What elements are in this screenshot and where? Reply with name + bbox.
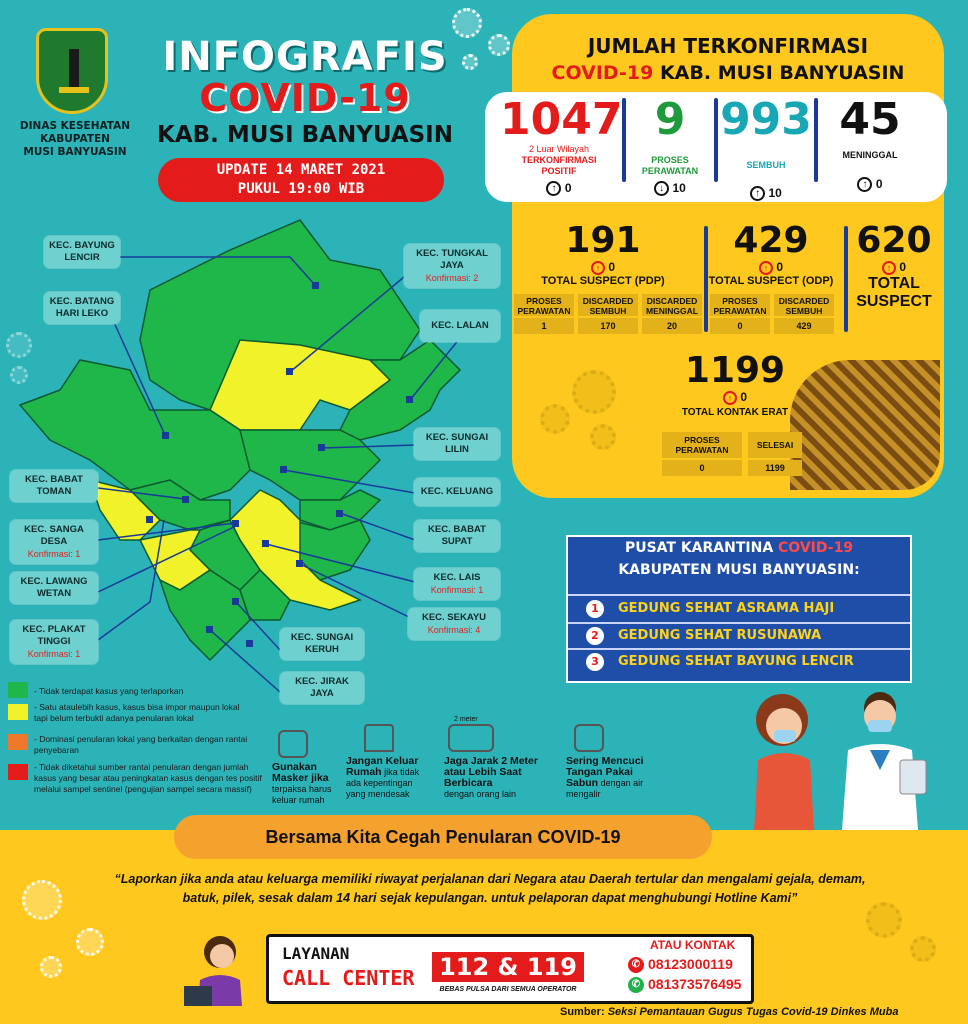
number-badge-icon: 1 (586, 600, 604, 618)
suspect-pdp (514, 222, 692, 287)
map-region-sungai-lilin (240, 430, 380, 500)
stat-change (500, 181, 618, 196)
stat-sembuh (720, 96, 812, 201)
kontak-cell-value: 0 (662, 460, 742, 476)
slogan-banner: Bersama Kita Cegah Penularan COVID-19 (174, 815, 712, 859)
virus-decoration-icon (572, 370, 616, 414)
stat-change-value: 10 (768, 186, 782, 200)
map-label-lawang-wetan (10, 572, 98, 604)
stat-label: TERKONFIRMASI (521, 155, 597, 165)
map-label-konfirmasi: Konfirmasi: 1 (430, 585, 484, 595)
kontak-cell-header (748, 432, 802, 458)
whatsapp-number: 081373576495 (648, 976, 742, 992)
source-text: Seksi Pemantauan Gugus Tugas Covid-19 Dinkes Muba (607, 1006, 899, 1018)
map-label-sekayu (408, 608, 500, 640)
title-infografis: INFOGRAFIS (162, 34, 448, 80)
map-label-text: KEC. TUNGKAL JAYA (416, 248, 488, 271)
update-date: UPDATE 14 MARET 2021 (216, 162, 386, 178)
stat-change (720, 186, 812, 201)
suspect-odp-label: TOTAL SUSPECT (ODP) (708, 274, 834, 287)
map-label-batang-hari-leko (44, 292, 120, 324)
arrow-up-icon: ↑ (750, 186, 765, 201)
hotline-free-note: BEBAS PULSA DARI SEMUA OPERATOR (439, 986, 577, 993)
tip-text: terpaksa harus keluar rumah (272, 784, 332, 805)
arrow-up-icon: ↑ (759, 261, 773, 275)
map-label-text: KEC. JIRAK JAYA (295, 676, 349, 699)
suspect-pdp-value: 191 (565, 220, 641, 261)
cell-head: SELESAI (756, 440, 794, 450)
house-icon (364, 724, 394, 752)
map-label-text: KEC. SUNGAI KERUH (290, 632, 354, 655)
quarantine-item-text: GEDUNG SEHAT RUSUNAWA (618, 628, 822, 643)
map-label-babat-toman (10, 470, 98, 502)
cell-head: PROSES (684, 435, 720, 445)
divider (568, 648, 910, 650)
arrow-up-icon: ↑ (882, 261, 896, 275)
quarantine-title-red: COVID-19 (778, 540, 854, 556)
suspect-total-label: SUSPECT (856, 292, 932, 310)
org-line: DINAS KESEHATAN (19, 120, 131, 132)
odp-cell-header (774, 294, 834, 316)
cell-head: PROSES (722, 296, 758, 306)
odp-cell-value: 0 (710, 318, 770, 334)
cell-head: DISCARDED (646, 296, 698, 306)
stat-perawatan (628, 96, 712, 196)
map-label-sanga-desa (10, 520, 98, 564)
virus-decoration-icon (76, 928, 104, 956)
arrow-up-icon: ↑ (857, 177, 872, 192)
arrow-up-icon: ↑ (723, 391, 737, 405)
number-badge-icon: 3 (586, 653, 604, 671)
source-credit (560, 1006, 898, 1018)
quarantine-item (586, 653, 854, 671)
legend-swatch-red (8, 764, 28, 780)
cell-head: PERAWATAN (517, 306, 571, 316)
odp-cell-header (710, 294, 770, 316)
stat-label: PROSES (651, 155, 689, 165)
phone-icon: ✆ (628, 957, 644, 973)
map-label-tungkal-jaya (404, 244, 500, 288)
map-label-text: KEC. BAYUNG LENCIR (49, 240, 115, 263)
tip-title: Sering Mencuci Tangan Pakai Sabun (566, 755, 644, 789)
health-workers-illustration (740, 690, 940, 830)
suspect-odp-value: 429 (733, 220, 809, 261)
stat-change (628, 181, 712, 196)
odp-cell-value: 429 (774, 318, 834, 334)
tip-mask (272, 762, 356, 806)
map-label-konfirmasi: Konfirmasi: 2 (425, 273, 479, 283)
distance-label: 2 meter (454, 716, 478, 723)
tip-handwash (566, 756, 658, 800)
divider (714, 98, 718, 182)
stat-note: 2 Luar Wilayah (528, 144, 590, 154)
arrow-up-icon: ↑ (591, 261, 605, 275)
stat-label: PERAWATAN (641, 166, 699, 176)
map-label-konfirmasi: Konfirmasi: 4 (427, 625, 481, 635)
kabupaten-logo (36, 28, 108, 114)
map-label-lais (414, 568, 500, 600)
update-time: PUKUL 19:00 WIB (237, 181, 365, 197)
title-covid: COVID-19 (199, 76, 411, 120)
stat-change-value: 0 (875, 177, 883, 191)
whatsapp-icon: ✆ (628, 977, 644, 993)
org-line: KABUPATEN (40, 133, 110, 145)
hotline-number[interactable]: 112 & 119 (432, 952, 584, 982)
map-label-text: KEC. SEKAYU (421, 612, 487, 623)
map-label-konfirmasi: Konfirmasi: 1 (27, 549, 81, 559)
map-label-keluang (414, 478, 500, 506)
map-label-plakat-tinggi (10, 620, 98, 664)
tip-text: dengan air mengalir (566, 778, 644, 799)
stat-label: SEMBUH (746, 160, 786, 170)
virus-decoration-icon (910, 936, 936, 962)
quarantine-item-text: GEDUNG SEHAT BAYUNG LENCIR (618, 654, 854, 669)
tip-title: Jaga Jarak 2 Meter atau Lebih Saat Berbicara (444, 755, 538, 789)
virus-decoration-icon (590, 424, 616, 450)
kontak-cell-header (662, 432, 742, 458)
suspect-total-change: 0 (899, 260, 907, 274)
pdp-cell-header (578, 294, 638, 316)
legend-swatch-yellow (8, 704, 28, 720)
batik-decoration (790, 360, 940, 490)
arrow-down-icon: ↓ (654, 181, 669, 196)
map-label-text: KEC. BATANG HARI LEKO (49, 296, 115, 319)
suspect-total-label: TOTAL (868, 274, 920, 292)
pdp-cell-header (514, 294, 574, 316)
phone-number: 08123000119 (648, 956, 733, 972)
virus-decoration-icon (22, 880, 62, 920)
tip-title: Gunakan Masker jika (272, 761, 329, 784)
panel-subheading-red: COVID-19 (551, 62, 654, 84)
legend-text: - Tidak diketahui sumber rantai penularan dengan jumlah kasus yang besar atau peningkatan kasus dengan tes positif melalui sampel sentinel (pengujian sampel secara massif) (34, 762, 262, 794)
quarantine-title-text: PUSAT KARANTINA (624, 540, 779, 556)
kontak-change: 0 (740, 390, 748, 404)
quarantine-item (586, 600, 834, 618)
cell-head: PROSES (526, 296, 562, 306)
pdp-cell-value: 1 (514, 318, 574, 334)
map-label-jirak-jaya (280, 672, 364, 704)
map-label-text: KEC. KELUANG (420, 486, 494, 497)
divider (568, 622, 910, 624)
cell-head: PERAWATAN (675, 445, 729, 455)
tip-title: Jangan Keluar Rumah (346, 755, 419, 778)
cell-head: MENINGGAL (646, 306, 698, 316)
suspect-pdp-change: 0 (608, 260, 616, 274)
kontak-erat (660, 352, 810, 418)
tip-stay-home (346, 756, 432, 800)
map-label-text: KEC. LALAN (431, 320, 489, 331)
stat-change (822, 177, 918, 192)
alt-contact-label: ATAU KONTAK (650, 938, 736, 952)
source-label: Sumber: (560, 1006, 605, 1018)
divider (568, 594, 910, 596)
report-quote: “Laporkan jika anda atau keluarga memiliki riwayat perjalanan dari Negara atau Daerah tertular dan mengalami gejala, demam, batuk, pilek, sesak dalam 14 hari sejak kepulangan. untuk pelaporan dapat menghubungi Hotline Kami” (114, 872, 866, 905)
virus-decoration-icon (462, 54, 478, 70)
mask-icon (278, 730, 308, 758)
update-badge (158, 158, 444, 202)
panel-subheading (512, 62, 944, 84)
legend-text: - Dominasi penularan lokal yang berkaitan dengan rantai penyebaran (34, 734, 248, 755)
number-badge-icon: 2 (586, 627, 604, 645)
suspect-total (848, 222, 940, 311)
stat-change-value: 0 (564, 181, 572, 195)
distancing-icon (448, 724, 494, 752)
kontak-cell-value: 1199 (748, 460, 802, 476)
suspect-pdp-label: TOTAL SUSPECT (PDP) (541, 274, 665, 287)
pdp-cell-value: 170 (578, 318, 638, 334)
stat-value: 45 (839, 94, 901, 145)
legend-text: - Tidak terdapat kasus yang terlaporkan (34, 686, 184, 696)
cell-head: DISCARDED (582, 296, 634, 306)
stat-change-value: 10 (672, 181, 686, 195)
call-center-operator-illustration (180, 930, 260, 1010)
map-label-text: KEC. SUNGAI LILIN (425, 432, 489, 455)
stat-label: POSITIF (541, 166, 577, 176)
map-label-lalan (420, 310, 500, 342)
tip-distance (444, 756, 552, 800)
map-label-sungai-keruh (280, 628, 364, 660)
map-label-babat-supat (414, 520, 500, 552)
pdp-cell-header (642, 294, 702, 316)
virus-decoration-icon (40, 956, 62, 978)
cell-head: SEMBUH (589, 306, 627, 316)
quarantine-item (586, 627, 821, 645)
map-label-konfirmasi: Konfirmasi: 1 (27, 649, 81, 659)
quarantine-subtitle: KABUPATEN MUSI BANYUASIN: (618, 562, 860, 578)
phone-contact[interactable] (628, 956, 733, 973)
suspect-odp-change: 0 (776, 260, 784, 274)
stat-label: MENINGGAL (842, 150, 898, 160)
call-center-label: LAYANAN (282, 944, 350, 963)
panel-subheading-rest: KAB. MUSI BANYUASIN (653, 62, 905, 84)
tip-text: dengan orang lain (444, 789, 517, 799)
cell-head: SEMBUH (785, 306, 823, 316)
cell-head: PERAWATAN (713, 306, 767, 316)
suspect-total-value: 620 (856, 220, 932, 261)
legend-text: - Satu ataulebih kasus, kasus bisa impor maupun lokal tapi belum terbukti adanya penularan lokal (34, 702, 240, 723)
suspect-odp (708, 222, 834, 287)
map-label-text: KEC. SANGA DESA (24, 524, 84, 547)
title-region: KAB. MUSI BANYUASIN (157, 122, 453, 148)
virus-decoration-icon (540, 404, 570, 434)
pdp-cell-value: 20 (642, 318, 702, 334)
map-label-text: KEC. LAIS (433, 572, 481, 583)
stat-value: 1047 (500, 94, 623, 145)
virus-decoration-icon (488, 34, 510, 56)
stat-value: 993 (720, 94, 812, 145)
kontak-label: TOTAL KONTAK ERAT (681, 406, 789, 418)
divider (622, 98, 626, 182)
map-label-text: KEC. BABAT TOMAN (25, 474, 83, 497)
whatsapp-contact[interactable] (628, 976, 741, 993)
stat-meninggal (822, 96, 918, 192)
quarantine-title (566, 540, 912, 556)
stat-value: 9 (654, 94, 686, 145)
tip-text: jika tidak ada kepentingan yang mendesak (346, 767, 420, 799)
handwash-icon (574, 724, 604, 752)
org-name (10, 120, 140, 159)
map-label-bayung-lencir (44, 236, 120, 268)
call-center-label-red: CALL CENTER (282, 966, 415, 990)
arrow-up-icon: ↑ (546, 181, 561, 196)
divider (814, 98, 818, 182)
map-label-text: KEC. BABAT SUPAT (428, 524, 486, 547)
org-line: MUSI BANYUASIN (23, 146, 127, 158)
legend-swatch-orange (8, 734, 28, 750)
cell-head: DISCARDED (778, 296, 830, 306)
quarantine-item-text: GEDUNG SEHAT ASRAMA HAJI (618, 601, 835, 616)
panel-heading: JUMLAH TERKONFIRMASI (587, 34, 869, 58)
map-label-text: KEC. PLAKAT TINGGI (22, 624, 86, 647)
legend-swatch-green (8, 682, 28, 698)
kontak-value: 1199 (684, 350, 786, 391)
map-label-text: KEC. LAWANG WETAN (20, 576, 88, 599)
stat-confirmed (500, 94, 623, 196)
virus-decoration-icon (452, 8, 482, 38)
map-label-sungai-lilin (414, 428, 500, 460)
